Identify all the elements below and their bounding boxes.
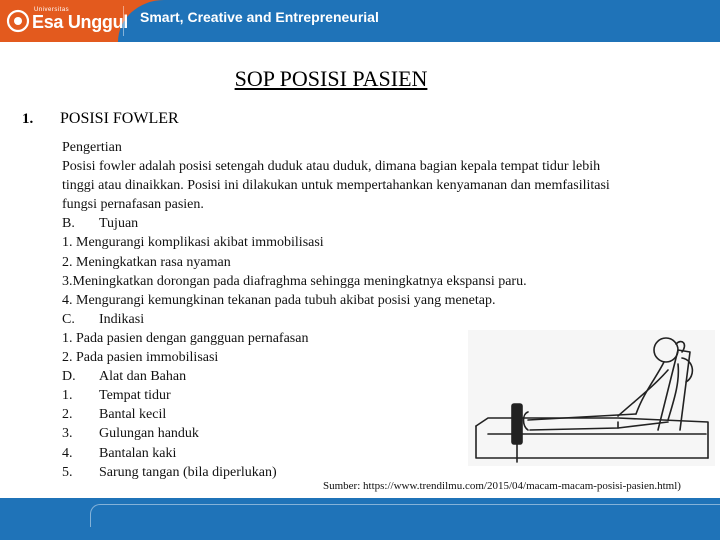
line-text: 1. Mengurangi komplikasi akibat immobilisasi (62, 235, 324, 251)
body-line (62, 291, 702, 310)
body-line (62, 272, 702, 291)
line-text: tinggi atau dinaikkan. Posisi ini dilakukan untuk mempertahankan kenyamanan dan memfasilitasi (62, 178, 610, 194)
line-label: 5. (62, 464, 73, 480)
line-text: Bantal kecil (99, 407, 167, 423)
fowler-drawing (468, 330, 715, 466)
line-text: Tujuan (99, 216, 139, 232)
header-tagline: Smart, Creative and Entrepreneurial (140, 9, 379, 25)
line-text: Posisi fowler adalah posisi setengah duduk atau duduk, dimana bagian kepala tempat tidur lebih (62, 159, 601, 175)
line-text: 2. Meningkatkan rasa nyaman (62, 254, 231, 270)
university-logo-icon (6, 9, 30, 33)
footer-bar (0, 498, 720, 540)
line-text: Bantalan kaki (99, 445, 177, 461)
body-line (62, 253, 702, 272)
line-label: 4. (62, 445, 73, 461)
line-text: 2. Pada pasien immobilisasi (62, 350, 219, 366)
body-line (62, 138, 702, 157)
line-text: 1. Pada pasien dengan gangguan pernafasan (62, 330, 309, 346)
body-line (62, 157, 702, 176)
line-text: 3.Meningkatkan dorongan pada diafraghma sehingga meningkatnya ekspansi paru. (62, 273, 527, 289)
fowler-position-illustration (468, 330, 715, 466)
line-text: fungsi pernafasan pasien. (62, 197, 204, 213)
header-divider (123, 6, 124, 36)
logo-subtext: Universitas (34, 7, 70, 13)
section-number: 1. (22, 111, 34, 127)
line-label: 3. (62, 426, 73, 442)
line-label: 2. (62, 407, 73, 423)
body-line (62, 214, 702, 233)
source-citation: Sumber: https://www.trendilmu.com/2015/04/macam-macam-posisi-pasien.html) (323, 480, 681, 492)
line-text: Gulungan handuk (99, 426, 199, 442)
line-text: Pengertian (62, 140, 122, 155)
body-line (62, 233, 702, 252)
body-line (62, 176, 702, 195)
logo-name: Esa Unggul (32, 12, 129, 32)
page-title: SOP POSISI PASIEN (234, 66, 428, 91)
header-bar (0, 0, 720, 42)
line-text: Indikasi (99, 311, 145, 327)
line-text: 4. Mengurangi kemungkinan tekanan pada tubuh akibat posisi yang menetap. (62, 292, 496, 308)
line-text: Alat dan Bahan (99, 369, 187, 385)
section-title: POSISI FOWLER (60, 110, 179, 127)
footer-inset-line (90, 504, 720, 527)
line-label: C. (62, 311, 75, 327)
line-text: Tempat tidur (99, 388, 171, 404)
line-text: Sarung tangan (bila diperlukan) (99, 464, 277, 480)
line-label: 1. (62, 388, 73, 404)
body-line (62, 310, 702, 329)
line-label: D. (62, 369, 76, 385)
line-label: B. (62, 216, 75, 232)
body-line (62, 195, 702, 214)
